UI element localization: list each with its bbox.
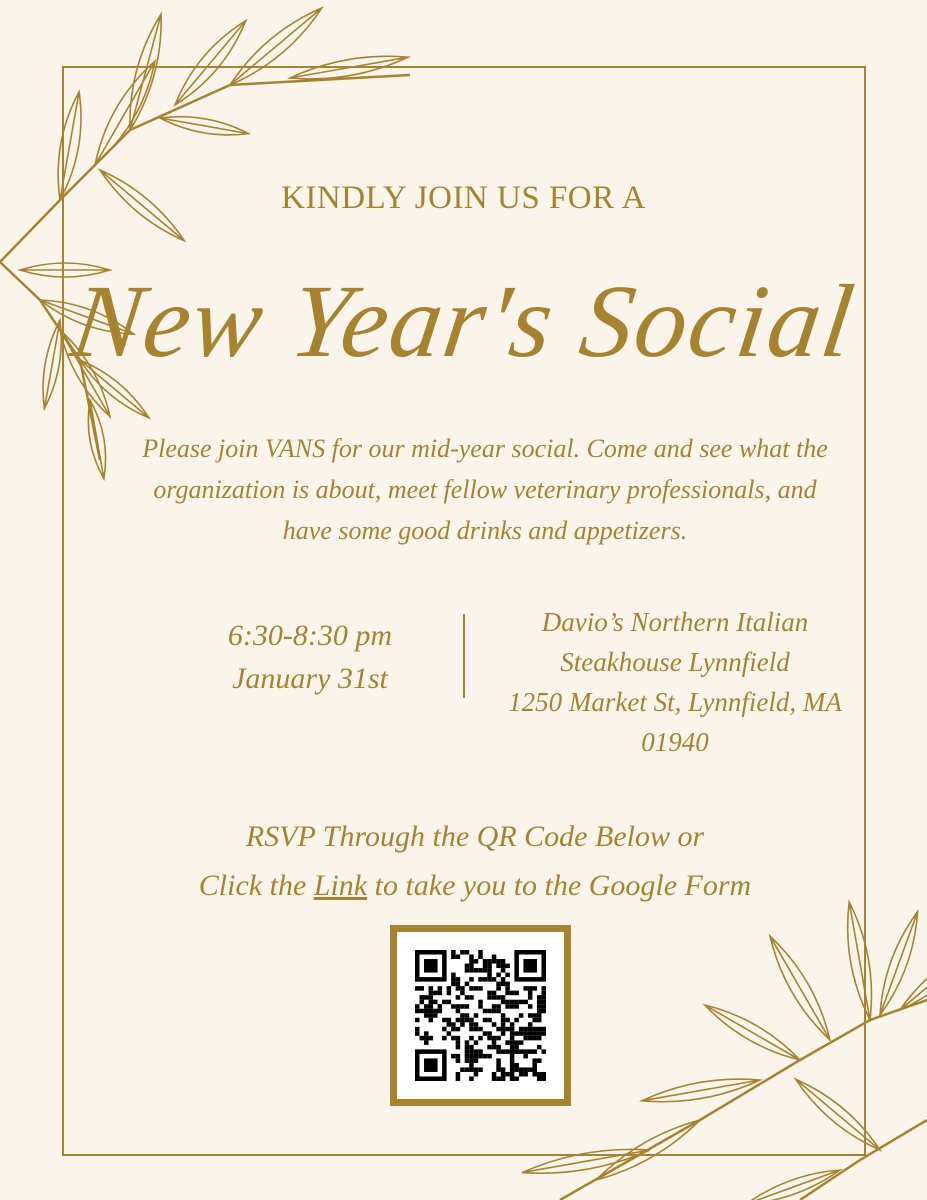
venue-line-2: Steakhouse Lynnfield [560,647,790,677]
event-when [170,614,450,700]
address-line-1: 1250 Market St, Lynnfield, MA [508,687,842,717]
rsvp-instructions [100,812,850,910]
qr-code-icon[interactable] [415,950,546,1081]
kicker-heading: KINDLY JOIN US FOR A [281,180,646,216]
event-location [480,602,870,762]
rsvp-text: Click the [198,869,314,902]
google-form-link[interactable]: Link [313,869,368,902]
divider [463,614,465,698]
venue-line-1: Davio’s Northern Italian [541,607,809,637]
address-line-2: 01940 [641,727,709,757]
qr-code-frame [390,925,571,1106]
rsvp-line-1: RSVP Through the QR Code Below or [245,820,705,853]
event-description: Please join VANS for our mid-year social. Come and see what the organization is about, meet fellow veterinary professionals, and have some good drinks and appetizers. [142,434,828,545]
rsvp-line-2 [100,861,850,910]
rsvp-text: to take you to the Google Form [367,869,752,902]
event-title: New Year's Social [65,264,862,379]
event-time: 6:30-8:30 pm [227,619,393,652]
event-date: January 31st [232,662,388,695]
